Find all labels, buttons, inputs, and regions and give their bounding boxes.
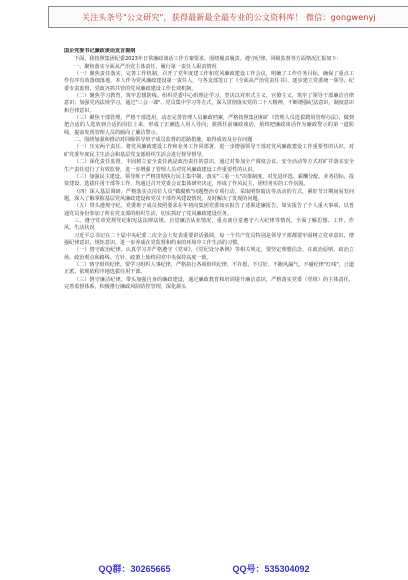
- paragraph: （一）聚焦责任落实，完善工作机制。召开了党年度建工作和党风廉政建设工作会议，明确了工作任务目标，确保了重点工作有序有效落细落地，本人作为党风廉政建设第一责任人，与各支部签订了《全面从严治党责任书》，逐步建立党委统一领导、纪委专责监督、党政齐抓共管的党风廉政建设工作长效机制。: [64, 71, 354, 92]
- banner-promo-text: 关注头条号"公文研究"，获得最新最全最专业的公文资料库！: [82, 12, 303, 22]
- paragraph: （三）恪守廉洁纪律。带头加强自身的廉政建设，通过廉政教育和培训提升廉洁意识，严格落实党委（党组）的主体责任，完善监督体系，积极推行廉政风险防控管理，深化源头: [64, 276, 354, 290]
- qq-group-text: QQ群：30265665: [98, 564, 171, 574]
- top-banner: [48, 6, 408, 28]
- paragraph: 习近平总书记在二十届中央纪委二次全会上发表重要讲话强调，每一个共产党员特别是领导干部都要牢固树立党章意识，增强纪律意识，规矩意识，进一步养成在党监督和约束的环境中工作生活的习惯。: [64, 232, 354, 246]
- paragraph: （一）压实两个责任。将党风廉政建设工作和业务工作同部署，进一步增强领导干部对党风廉政建设工作重要性的认识，对矿党委年度民主生活会和基层党支部组织生活会进行督导督导。: [64, 144, 354, 158]
- paragraph: （四）深入基层调研。严格落实点岗位人员"微腐败"问题整治专项行动，采取明察暗访等活动的方式，紧盯节日期间易发问题，深入了解掌握基层党风廉政建设和党员干部作风建设情况，及时解决了发现的问题。: [64, 188, 354, 202]
- document-title: 国企党委书记廉政谈话发言提纲: [64, 48, 136, 54]
- paragraph: （二）恪守组织纪律。要学习组织人事纪律，严格执行各项组织纪律，不许愿、不讨好、不跑风漏气，不碰纪律"红线"，公道正派、依规依程序地选拔任用干部。: [64, 261, 354, 276]
- section-heading: 一、聚焦落实全面从严治党主体责任，履行第一责任人职责情况: [74, 63, 217, 70]
- paragraph: （三）聚焦干部管理，严格干部选用。动态完善管理人员廉政档案，严格按照集团和矿《管理人员选拔聘用管理办法》，做到把合适的人选放到合适的岗位上来，形成了正确选人用人导向；狠抓任前廉政谈话，始终把廉政谈话作为廉政警示的第一道防线，提前发现管理人员的倾向了廉洁警示。: [64, 115, 354, 136]
- paragraph: （二）深化责任监督。丰固树立安全责任就是政治责任的意识，通过对参加全产调度会议、安全活动等方式对矿井落实安全生产责任进行了有效监督，进一步增强了管理人员对党风廉政建设工作重要性的认识。: [64, 159, 354, 173]
- paragraph: 下面，我按照集团纪委2023年日常廉政谈话工作方案要求，围绕履责履责、遵守纪律、同级监督等方面情况汇报如下：: [74, 56, 342, 63]
- paragraph: （一）恪守政治纪律。认真学习并严格遵守《党章》、《党纪处分条例》等相关规定，要坚定理想信念，在政治原则、政治立场、政治观点和路线、方针、政策上始终同党中央保持高度一致。: [64, 247, 354, 261]
- footer: [0, 562, 408, 576]
- section-heading: 二、围绕加强和推动对同级领导班子成员监督的思路措施、取得成效及存在问题: [74, 137, 253, 144]
- document-page: [64, 48, 354, 558]
- banner-wechat-text: 微信：gongwenyj: [305, 12, 376, 22]
- paragraph: （二）聚焦学习教育，筑牢思想防线。组织党委中心组理论学习，坚决以对形式主义、官僚主义，筑牢了领导干部廉洁自律意识；加强党内法规学习，通过"三会一课"、党员集中学习等方式，深入贯彻落实党的二十大精神，不断增强纪法意识，制度意识和自律意识。: [64, 93, 354, 114]
- qq-number-text: QQ号：535304092: [232, 564, 310, 574]
- paragraph: （三）加强民主建设。领导班子严格贯彻执行民主集中制，落实"三重一大"决策制度，对先进评选、薪酬分配、业务招标、投资建设、选拔任用干部等工作，均通过召开党委会议集体研究决定，形成了作风民主、团结务实的工作氛围。: [64, 173, 354, 188]
- paragraph: （五）带头遵规守纪。党委班子成员按照要求在年初向集团党委如实报告了述职述廉报告，如实报告了个人重大事项，以普通党员身份参加了所在党支部的组织生活，切实抓好了党风廉政建设任务。: [64, 203, 354, 217]
- section-heading: 三、遵守党章党规党纪和宪法法律法规、自觉廉洁从业情况，重点谈自觉遵守六大纪律等情况，全面了解思想、工作、作风、生活状况: [64, 217, 354, 232]
